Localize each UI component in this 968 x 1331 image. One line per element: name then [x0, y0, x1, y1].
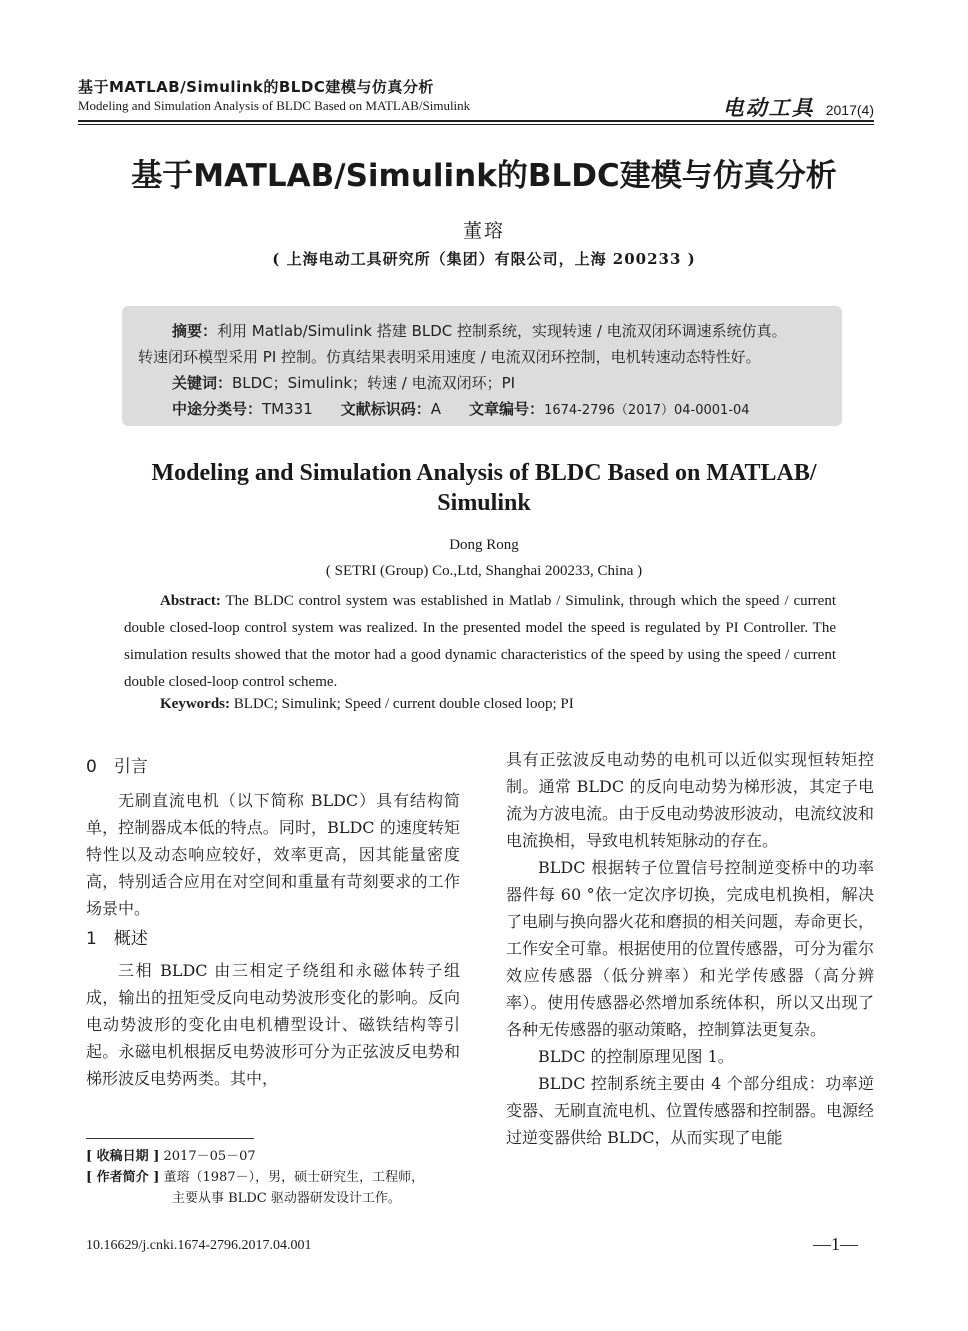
keywords-zh-label: 关键词： [172, 374, 233, 392]
abstract-zh-label: 摘要： [172, 322, 218, 340]
author-zh: 董瑢 [462, 220, 505, 242]
running-head-en: Modeling and Simulation Analysis of BLDC Based on MATLAB/Simulink [78, 98, 471, 113]
right-paragraph-1: BLDC 根据转子位置信号控制逆变桥中的功率器件每 60 °依一定次序切换，完成电机换相，解决了电刷与换向器火花和磨损的相关问题，寿命更长，工作安全可靠。根据使用的位置传感器，可分为霍尔效应传感器（低分辨率）和光学传感器（高分辨率）。使用传感器必然增加系统体积，所以又出现了各种无传感器的驱动策略，控制算法更复杂。 [506, 858, 875, 1039]
abstract-zh-line2: 转速闭环模型采用 PI 控制。仿真结果表明采用速度 / 电流双闭环控制，电机转速动态特性好。 [138, 348, 761, 366]
right-paragraph-3: BLDC 控制系统主要由 4 个部分组成：功率逆变器、无刷直流电机、位置传感器和控制器。电源经过逆变器供给 BLDC，从而实现了电能 [506, 1074, 875, 1147]
right-paragraph-2: BLDC 的控制原理见图 1。 [538, 1047, 734, 1066]
affiliation-en: ( SETRI (Group) Co.,Ltd, Shanghai 200233, China ) [325, 563, 643, 579]
footnote-received [86, 1146, 466, 1167]
body-left-column [86, 754, 460, 1092]
author-bio-line1: 董瑢（1987－），男，硕士研究生，工程师， [163, 1170, 425, 1185]
received-label: [ 收稿日期 ] [86, 1149, 160, 1164]
title-zh: 基于MATLAB/Simulink的BLDC建模与仿真分析 [131, 158, 837, 194]
running-head-zh: 基于MATLAB/Simulink的BLDC建模与仿真分析 [78, 78, 434, 96]
abstract-en [124, 588, 836, 696]
clc-value: TM331 [262, 400, 313, 418]
section-0-paragraph: 无刷直流电机（以下简称 BLDC）具有结构简单，控制器成本低的特点。同时，BLDC 的速度转矩特性以及动态响应较好，效率更高，因其能量密度高，特别适合应用在对空间和重量有苛刻要求的工作场景中。 [86, 791, 460, 918]
clc-label: 中途分类号： [172, 400, 263, 418]
doc-code-value: A [430, 400, 442, 418]
section-1-heading: 1 概述 [86, 929, 148, 949]
abstract-zh [138, 318, 838, 424]
abstract-en-label: Abstract: [160, 593, 221, 609]
doi: 10.16629/j.cnki.1674-2796.2017.04.001 [86, 1238, 312, 1253]
footnotes [86, 1146, 466, 1209]
journal-issue: 2017(4) [825, 102, 874, 118]
page-number: —1— [813, 1234, 858, 1254]
journal-info [723, 92, 874, 122]
header-rule-thin [78, 124, 874, 125]
footnote-author [86, 1167, 466, 1188]
body-right-column [506, 746, 874, 1151]
journal-name: 电动工具 [722, 95, 815, 120]
footnote-rule [86, 1138, 254, 1139]
author-bio-label: [ 作者简介 ] [86, 1170, 160, 1185]
received-date: 2017－05－07 [163, 1149, 256, 1164]
affiliation-zh: ( 上海电动工具研究所（集团）有限公司，上海 200233 ) [272, 250, 696, 268]
keywords-en [160, 696, 574, 713]
section-0-heading: 0 引言 [86, 757, 148, 777]
keywords-en-label: Keywords: [160, 696, 230, 712]
article-no-label: 文章编号： [469, 400, 545, 418]
title-en-line1: Modeling and Simulation Analysis of BLDC Based on MATLAB/ [151, 460, 817, 486]
header-rule-thick [78, 120, 874, 122]
title-en-line2: Simulink [437, 490, 531, 516]
article-no-value: 1674-2796（2017）04-0001-04 [544, 403, 750, 418]
title-en [90, 458, 878, 518]
author-en: Dong Rong [449, 537, 519, 553]
keywords-en-text: BLDC; Simulink; Speed / current double closed loop; PI [233, 696, 574, 712]
classification-zh [138, 396, 838, 424]
keywords-zh [138, 370, 838, 396]
abstract-en-text: The BLDC control system was established in Matlab / Simulink, through which the speed / current double closed-loop control system was realized. In the presented model the speed is regulated by PI Controller. The simulation results showed that the motor had a good dynamic characteristics of the speed by using the speed / current double closed-loop control scheme. [124, 593, 837, 690]
abstract-zh-line1 [138, 318, 838, 344]
footnote-author-cont: 主要从事 BLDC 驱动器研发设计工作。 [172, 1191, 401, 1206]
section-1-paragraph: 三相 BLDC 由三相定子绕组和永磁体转子组成，输出的扭矩受反向电动势波形变化的影响。反向电动势波形的变化由电机槽型设计、磁铁结构等引起。永磁电机根据反电势波形可分为正弦波反电势和梯形波反电势两类。其中， [86, 961, 460, 1088]
doc-code-label: 文献标识码： [340, 400, 431, 418]
right-paragraph-0: 具有正弦波反电动势的电机可以近似实现恒转矩控制。通常 BLDC 的反向电动势为梯形波，其定子电流为方波电流。由于反电动势波形波动，电流纹波和电流换相，导致电机转矩脉动的存在。 [506, 750, 875, 850]
abstract-zh-text1: 利用 Matlab/Simulink 搭建 BLDC 控制系统，实现转速 / 电流双闭环调速系统仿真。 [217, 322, 787, 340]
keywords-zh-text: BLDC；Simulink；转速 / 电流双闭环；PI [232, 374, 516, 392]
